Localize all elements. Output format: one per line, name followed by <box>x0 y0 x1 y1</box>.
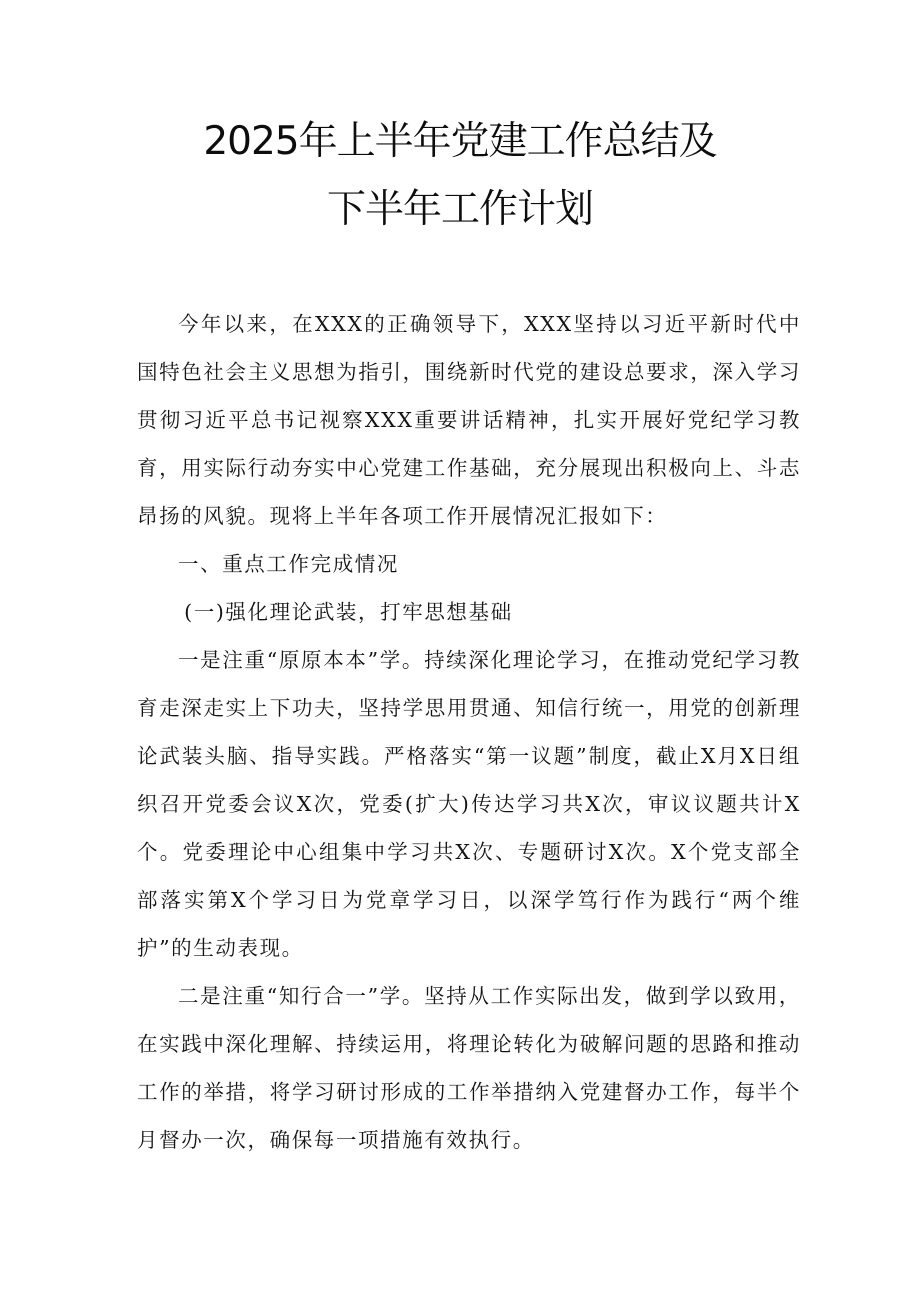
body-paragraph: 一是注重“原原本本”学。持续深化理论学习，在推动党纪学习教育走深走实上下功夫，坚持学思用贯通、知信行统一，用党的创新理论武装头脑、指导实践。严格落实“第一议题”制度，截止X月X日组织召开党委会议X次，党委(扩大)传达学习共X次，审议议题共计X个。党委理论中心组集中学习共X次、专题研讨X次。X个党支部全部落实第X个学习日为党章学习日，以深学笃行作为践行“两个维护”的生动表现。 <box>137 648 801 960</box>
body-paragraph: 二是注重“知行合一”学。坚持从工作实际出发，做到学以致用，在实践中深化理解、持续运用，将理论转化为破解问题的思路和推动工作的举措，将学习研讨形成的工作举措纳入党建督办工作，每半个月督办一次，确保每一项措施有效执行。 <box>137 984 801 1152</box>
document-title-line1: 2025年上半年党建工作总结及 <box>203 119 717 164</box>
subsection-heading: (一)强化理论武装，打牢思想基础 <box>184 600 513 624</box>
section-heading: 一、重点工作完成情况 <box>178 552 399 576</box>
document-title-line2: 下半年工作计划 <box>326 187 593 232</box>
document-body <box>137 300 801 1164</box>
intro-paragraph: 今年以来，在XXX的正确领导下，XXX坚持以习近平新时代中国特色社会主义思想为指引，围绕新时代党的建设总要求，深入学习贯彻习近平总书记视察XXX重要讲话精神，扎实开展好党纪学习教育，用实际行动夯实中心党建工作基础，充分展现出积极向上、斗志昂扬的风貌。现将上半年各项工作开展情况汇报如下： <box>137 312 801 528</box>
